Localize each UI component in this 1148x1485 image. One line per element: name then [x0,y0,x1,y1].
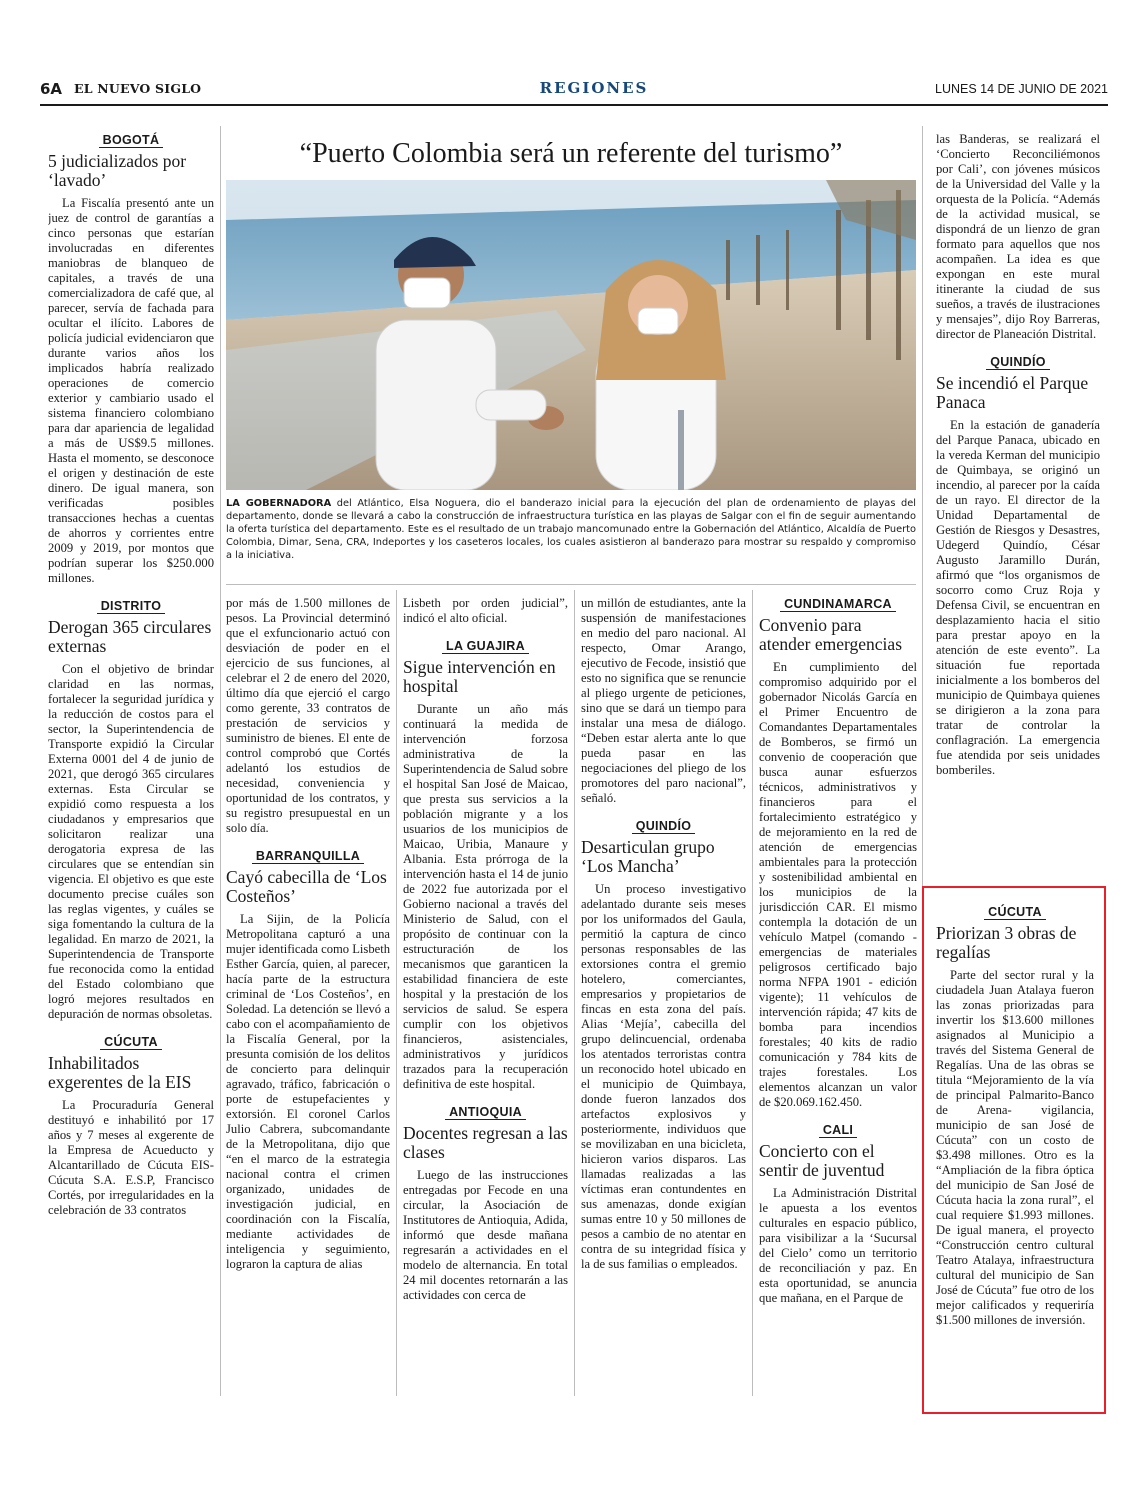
woman-figure [596,260,726,490]
headline-bogota: 5 judicializados por ‘lavado’ [48,151,187,190]
section-name: REGIONES [539,79,649,97]
kicker-distrito: DISTRITO [97,599,166,614]
article-cundinamarca [759,594,917,1110]
body-barranquilla: La Sijin, de la Policía Metropolitana capturó a una mujer identificada como Lisbeth Esther García, quien, al parecer, hacía parte de la estructura criminal de ‘Los Costeños’, en Soledad. La detención se llevó a cabo con el acompañamiento de la Fiscalía General, por la presunta comisión de los delitos de concierto para delinquir agravado, tráfico, fabricación o porte de estupefacientes y extorsión. El coronel Carlos Julio Cabrera, subcomandante de la Metropolitana, dijo que “en el marco de la estrategia nacional contra el crimen organizado, unidades de investigación judicial, en coordinación con la Fiscalía, mediante actividades de inteligencia y seguimiento, lograron la captura de alias [226,912,390,1271]
body-la-guajira: Durante un año más continuará la medida de intervención forzosa administrativa de la Superintendencia de Salud sobre el hospital San José de Maicao, que presta sus servicios a la población migrante y a los usuarios de los municipios de Maicao, Uribia, Manaure y Albania. Esta prórroga de la intervención hasta el 14 de junio de 2022 fue autorizada por el Gobierno nacional a través del Ministerio de Salud, con el propósito de continuar con la estructuración de los mecanismos que garanticen la estabilidad financiera de este hospital y la prestación de los servicios de salud. Se espera cumplir con los objetivos financieros, asistenciales, administrativos y jurídicos trazados para la recuperación definitiva de este hospital. [403,702,568,1091]
column-rule [922,126,923,886]
column-rule [752,590,753,1396]
body-cucuta-eis-continued: por más de 1.500 millones de pesos. La Provincial determinó que el exfuncionario actuó con desviación de poder en el ejercicio de sus funciones, al celebrar el 2 de enero del 2020, último día que ejerció el cargo como gerente, 33 contratos de prestación de servicios y suministro de bienes. El ente de control comprobó que Cortés adelantó los estudios de necesidad, conveniencia y oportunidad de los contratos, y su registro presupuestal en un solo día. [226,596,390,835]
body-quindio-mancha: Un proceso investigativo adelantado durante seis meses por los uniformados del Gaula, permitió la captura de cinco personas responsables de las extorsiones contra el gremio hotelero, comerciantes, empresarios y propietarios de fincas en esta zona del país. Alias ‘Mejía’, cabecilla del grupo delincuencial, ordenaba los atentados terroristas contra un reconocido hotel ubicado en el municipio de Quimbaya, donde fueron lanzados dos artefactos explosivos y posteriormente, individuos que se movilizaban en una bicicleta, hicieron varios disparos. Las llamadas realizadas a las víctimas eran contundentes en sus amenazas, donde exigían sumas entre 10 y 50 millones de pesos a cambio de no atentar en contra de su integridad física y la de sus familias o empleados. [581,882,746,1271]
kicker-la-guajira: LA GUAJIRA [442,639,529,654]
page-number: 6A [40,80,63,98]
kicker-antioquia: ANTIOQUIA [445,1105,526,1120]
body-cali-continued: las Banderas, se realizará el ‘Concierto Reconciliémonos por Cali’, con jóvenes músicos de la Universidad del Valle y la orquesta de la Policía. “Además de la actividad musical, se dispondrá de un lienzo de gran formato para aquellos que nos acompañen. La idea es que expongan en este mural itinerante la ciudad de sus sueños, a través de ilustraciones y mensajes”, dijo Roy Barreras, director de Planeación Distrital. [936,132,1100,341]
column-1 [48,130,214,1400]
photo-caption [226,497,916,562]
kicker-bogota: BOGOTÁ [99,133,164,148]
caption-text: del Atlántico, Elsa Noguera, dio el banderazo inicial para la ejecución del plan de ordenamiento de playas del departamento, donde se llevará a cabo la construcción de infraestructura turística en las playas de Salgar con el fin de seguir aumentando la oferta turística del departamento. Este es el resultado de un trabajo mancomunado entre la Gobernación del Atlántico, Alcaldía de Puerto Colombia, Dimar, Sena, CRA, Indeportes y los caseteros locales, los cuales asistieron al banderazo para mostrar su respaldo y compromiso a la iniciativa. [226,498,916,561]
highlight-box [922,886,1106,1414]
article-quindio-panaca [936,352,1100,778]
caption-lead: LA GOBERNADORA [226,498,332,509]
article-cucuta-eis [48,1032,214,1218]
body-cucuta-eis: La Procuraduría General destituyó e inhabilitó por 17 años y 7 meses al exgerente de la Empresa de Acueducto y Alcantarillado de Cúcuta EIS- Cúcuta S.A. E.S.P, Francisco Cortés, por irregularidades en la celebración de 33 contratos [48,1098,214,1217]
kicker-barranquilla: BARRANQUILLA [252,849,364,864]
headline-cucuta-eis: Inhabilitados exgerentes de la EIS [48,1053,192,1092]
feature-rule [226,584,916,585]
headline-cali: Concierto con el sentir de juventud [759,1141,885,1180]
article-cucuta-eis-continued [226,596,390,836]
headline-quindio-panaca: Se incendió el Parque Panaca [936,373,1089,412]
body-distrito: Con el objetivo de brindar claridad en las normas, fortalecer la seguridad jurídica y la reducción de costos para el sector, la Superintendencia de Transporte expidió la Circular Externa 0001 del 4 de junio de 2021, que derogó 365 circulares externas. Esta Circular se expidió como respuesta a los ciudadanos y empresarios que solicitaron realizar una derogatoria expresa de las circulares que se entendían sin vigencia. El objetivo es que este documento precise cuáles son las reglas vigentes, y cuáles se siga fomentando la cultura de la legalidad. En marzo de 2021, la Superintendencia de Transporte fue reconocida como la entidad del Estado colombiano que logró mejores resultados en depuración de normas obsoletas. [48,662,214,1021]
column-5 [759,594,917,1396]
article-distrito [48,596,214,1022]
body-antioquia: Luego de las instrucciones entregadas por Fecode en una circular, la Asociación de Institutores de Antioquia, Adida, informó que desde mañana regresarán a actividades en el modelo de alternancia. En total 24 mil docentes retornarán a las actividades con cerca de [403,1168,568,1302]
headline-antioquia: Docentes regresan a las clases [403,1123,568,1162]
body-barranquilla-continued: Lisbeth por orden judicial”, indicó el alto oficial. [403,596,568,625]
feature-title: “Puerto Colombia será un referente del turismo” [299,138,843,169]
article-cali [759,1120,917,1306]
article-barranquilla [226,846,390,1272]
body-cali: La Administración Distrital le apuesta a los eventos culturales en espacio público, para visibilizar a la ‘Sucursal del Cielo’ como un territorio de reconciliación y paz. En esta oportunidad, se anuncia que mañana, en el Parque de [759,1186,917,1305]
column-rule [396,590,397,1396]
feature-photo [226,180,916,490]
body-quindio-panaca: En la estación de ganadería del Parque Panaca, ubicado en la vereda Kerman del municipio de Quimbaya, se originó un incendio, al parecer por la caída de un rayo. El director de la Unidad Departamental de Gestión de Riesgos y Desastres, Udegerd Quindío, César Augusto Jaramillo Durán, afirmó que “los organismos de socorro como Cruz Roja y Defensa Civil, se encuentran en desplazamiento hacia el sitio para prestar apoyo en la atención de este evento”. La situación fue reportada inicialmente a los bomberos del municipio de Quimbaya quienes se dirigieron a la zona para tratar de controlar la conflagración. La emergencia fue atendida por seis unidades bomberiles. [936,418,1100,777]
masthead [40,76,1108,106]
article-cali-continued [936,132,1100,342]
body-antioquia-continued: un millón de estudiantes, ante la suspensión de manifestaciones en medio del paro nacional. Al respecto, Omar Arango, ejecutivo de Fecode, insistió que esto no significa que se renuncie al pliego urgente de peticiones, sino que se dará un tiempo para instalar una mesa de diálogo. “Deben estar alerta ante lo que pueda pasar en las negociaciones del pliego de los promotores del paro nacional”, señaló. [581,596,746,805]
kicker-cucuta-eis: CÚCUTA [100,1035,162,1050]
newspaper-name: EL NUEVO SIGLO [74,81,202,96]
kicker-quindio-panaca: QUINDÍO [986,355,1050,370]
column-rule [574,590,575,1396]
article-barranquilla-continued [403,596,568,626]
article-la-guajira [403,636,568,1092]
headline-quindio-mancha: Desarticulan grupo ‘Los Mancha’ [581,837,715,876]
kicker-cucuta-regalias: CÚCUTA [984,905,1046,920]
column-rule [220,126,221,1396]
column-3 [403,596,568,1396]
column-4 [581,596,746,1396]
issue-date: LUNES 14 DE JUNIO DE 2021 [935,82,1108,96]
body-cucuta-regalias: Parte del sector rural y la ciudadela Juan Atalaya fueron las zonas priorizadas para invertir los $13.600 millones asignados al Municipio a través del Sistema General de Regalías. Una de las obras se titula “Mejoramiento de la vía de principal Palmarito-Banco de Arena- vigilancia, municipio de san José de Cúcuta” con un costo de $3.498 millones. Otro es la “Ampliación de la fibra óptica del municipio de San José de Cúcuta hacia la zona rural”, el cual requiere $1.993 millones. De igual manera, el proyecto “Construcción centro cultural Teatro Atalaya, infraestructura cultural del municipio de San José de Cúcuta” fue otro de los mejor calificados y requeriría $1.500 millones de inversión. [936,968,1094,1327]
headline-distrito: Derogan 365 circulares externas [48,617,212,656]
kicker-quindio-mancha: QUINDÍO [632,819,696,834]
beach-photo-illustration [226,180,916,490]
article-antioquia-continued [581,596,746,806]
body-cundinamarca: En cumplimiento del compromiso adquirido por el gobernador Nicolás García en el Primer Encuentro de Comandantes Departamentales de Bomberos, se firmó un convenio de cooperación que busca aunar esfuerzos técnicos, administrativos y financieros para el fortalecimiento estratégico y de mejoramiento en la red de atención de emergencias ambientales para la protección y sostenibilidad ambiental en los municipios de la jurisdicción CAR. El mismo contempla la dotación de un vehículo Matpel (comando - emergencias de materiales peligrosos certificado bajo norma NFPA 1901 - edición vigente); 11 vehículos de intervención rápida; 47 kits de bomba para incendios forestales; 40 kits de radio comunicación y 784 kits de trajes forestales. Los elementos alcanzan un valor de $20.069.162.450. [759,660,917,1109]
column-2 [226,596,390,1396]
column-6 [936,132,1100,884]
article-bogota [48,130,214,586]
headline-barranquilla: Cayó cabecilla de ‘Los Costeños’ [226,867,387,906]
kicker-cali: CALI [819,1123,857,1138]
headline-cucuta-regalias: Priorizan 3 obras de regalías [936,923,1077,962]
body-bogota: La Fiscalía presentó ante un juez de control de garantías a cinco personas que estarían involucradas en diferentes maniobras de blanqueo de capitales, a través de una comercializadora de café que, al parecer, servía de fachada para ocultar el ilícito. Labores de policía judicial evidenciaron que durante varios años los implicados habría realizado operaciones de comercio exterior y cambiario usado el sistema financiero colombiano para dar apariencia de legalidad a más de US$9.5 millones. Hasta el momento, se desconoce el origen y destinación de este dinero. De igual manera, son verificadas posibles transacciones hechas a cuentas de ahorros y corrientes entre 2009 y 2019, por montos que podrían superar los $250.000 millones. [48,196,214,585]
article-cucuta-regalias [936,902,1094,1402]
kicker-cundinamarca: CUNDINAMARCA [780,597,896,612]
article-quindio-mancha [581,816,746,1272]
headline-la-guajira: Sigue intervención en hospital [403,657,556,696]
headline-cundinamarca: Convenio para atender emergencias [759,615,902,654]
article-antioquia [403,1102,568,1303]
